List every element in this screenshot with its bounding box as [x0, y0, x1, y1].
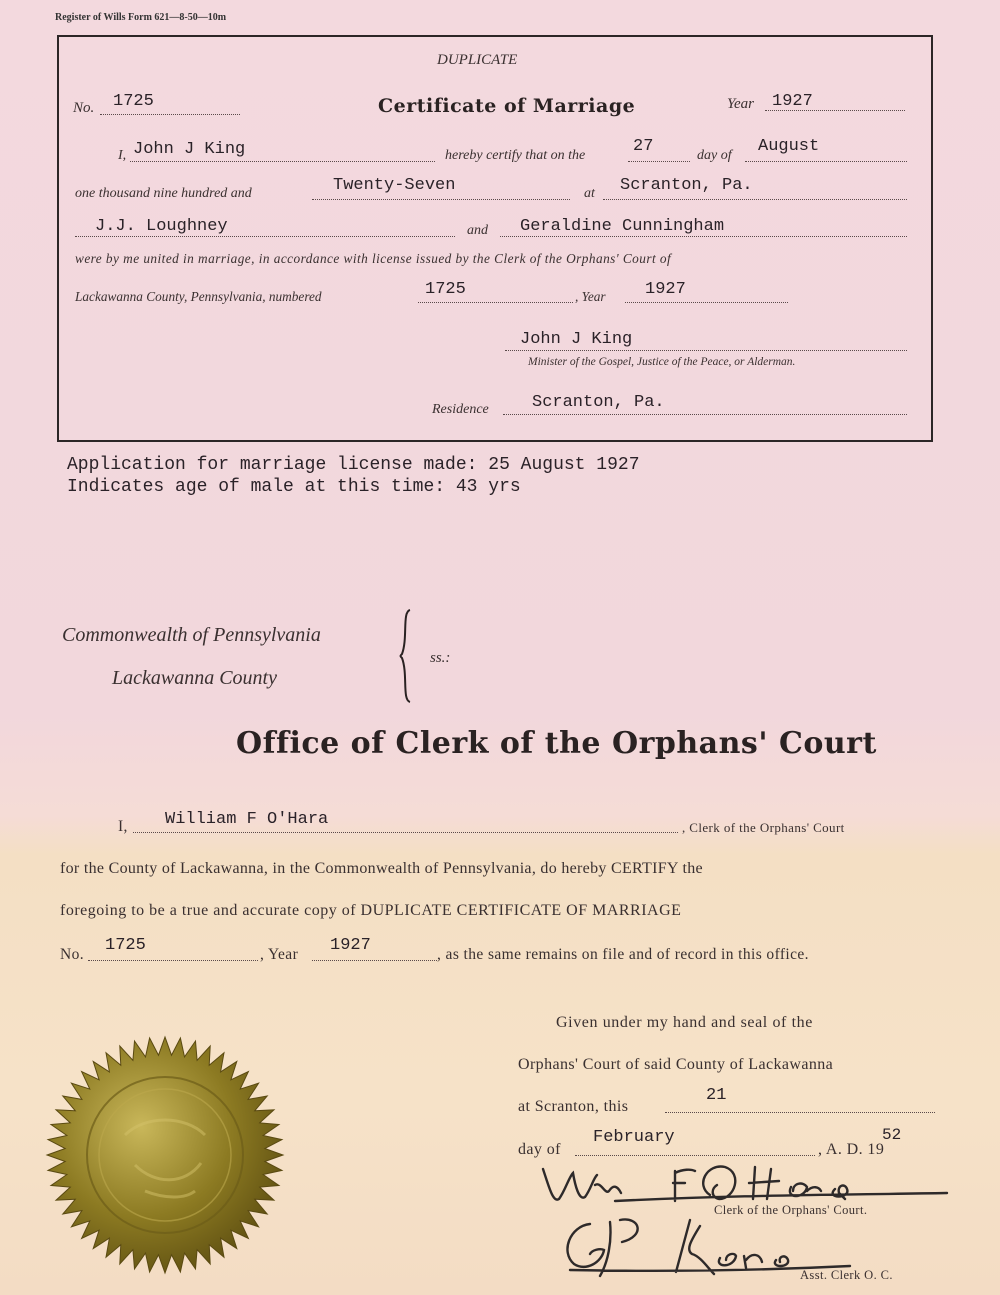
signature-underline [505, 350, 907, 351]
year-words-underline [312, 199, 570, 200]
license-year: 1927 [645, 280, 686, 299]
bride-name: Geraldine Cunningham [520, 217, 725, 236]
day-underline [628, 161, 690, 162]
year-words-label: one thousand nine hundred and [75, 186, 252, 201]
form-number: Register of Wills Form 621—8-50—10m [55, 12, 227, 23]
given-day-of-label: day of [518, 1141, 561, 1158]
court-number: 1725 [105, 936, 146, 955]
license-year-label: , Year [575, 289, 606, 304]
note-application: Application for marriage license made: 25 August 1927 [67, 455, 640, 475]
cert-year: 1927 [772, 92, 813, 111]
clerk-name: William F O'Hara [165, 810, 329, 829]
given-day-underline [665, 1112, 935, 1113]
groom-underline [75, 236, 455, 237]
officiant-signature: John J King [520, 330, 633, 349]
duplicate-label: DUPLICATE [437, 52, 518, 68]
ad-label: , A. D. 19 [818, 1141, 885, 1158]
court-year-underline [312, 960, 437, 961]
court-year: 1927 [330, 936, 371, 955]
cert-no-label: No. [73, 100, 95, 116]
cert-month: August [758, 137, 820, 156]
commonwealth-label: Commonwealth of Pennsylvania [62, 624, 321, 646]
court-no-label: No. [60, 946, 85, 963]
note-age: Indicates age of male at this time: 43 yrs [67, 477, 521, 497]
given-line-2: Orphans' Court of said County of Lackawanna [518, 1056, 834, 1073]
month-underline [745, 161, 907, 162]
bride-underline [500, 236, 907, 237]
cert-year-label: Year [727, 96, 754, 112]
ad-year: 52 [882, 1126, 902, 1144]
ss-label: ss.: [430, 650, 451, 666]
residence-underline [503, 414, 907, 415]
cert-line-county: for the County of Lackawanna, in the Commonwealth of Pennsylvania, do hereby CERTIFY the [60, 860, 703, 877]
court-year-label: , Year [260, 946, 299, 963]
clerk-title: , Clerk of the Orphans' Court [682, 820, 845, 835]
gold-notary-seal-icon [40, 1030, 290, 1280]
cert-day: 27 [633, 137, 654, 156]
signature-title: Minister of the Gospel, Justice of the Peace, or Alderman. [528, 356, 796, 368]
cert-place: Scranton, Pa. [620, 176, 753, 195]
cert-line-foregoing: foregoing to be a true and accurate copy of DUPLICATE CERTIFICATE OF MARRIAGE [60, 902, 682, 919]
court-no-underline [88, 960, 258, 961]
residence-value: Scranton, Pa. [532, 393, 665, 412]
given-month: February [593, 1128, 675, 1147]
year-words: Twenty-Seven [333, 176, 456, 195]
office-title: Office of Clerk of the Orphans' Court [236, 726, 877, 761]
certify-text: hereby certify that on the [445, 148, 586, 163]
license-number-underline [418, 302, 573, 303]
cert-no-underline [100, 114, 240, 115]
groom-name: J.J. Loughney [95, 217, 228, 236]
court-i-label: I, [118, 818, 128, 835]
clerk-name-underline [133, 832, 678, 833]
remains-text: , as the same remains on file and of record in this office. [437, 946, 809, 963]
license-number: 1725 [425, 280, 466, 299]
given-day: 21 [706, 1086, 727, 1105]
cert-title: Certificate of Marriage [378, 95, 636, 117]
cert-number: 1725 [113, 92, 154, 111]
county-label: Lackawanna County [112, 667, 277, 689]
united-text: were by me united in marriage, in accordance with license issued by the Clerk of the Orphans' Court of [75, 251, 672, 266]
day-of-label: day of [697, 148, 732, 163]
i-label: I, [118, 148, 127, 163]
at-scranton-label: at Scranton, this [518, 1098, 629, 1115]
at-label: at [584, 186, 595, 201]
officiant-underline [130, 161, 435, 162]
officiant-name: John J King [133, 140, 246, 159]
license-year-underline [625, 302, 788, 303]
clerk-signature-title: Clerk of the Orphans' Court. [714, 1203, 868, 1217]
residence-label: Residence [432, 402, 489, 417]
place-underline [603, 199, 907, 200]
given-line-1: Given under my hand and seal of the [556, 1014, 813, 1031]
and-label: and [467, 223, 488, 238]
curly-brace-icon [398, 608, 416, 704]
county-text: Lackawanna County, Pennsylvania, numbered [75, 289, 322, 304]
asst-clerk-title: Asst. Clerk O. C. [800, 1268, 893, 1282]
